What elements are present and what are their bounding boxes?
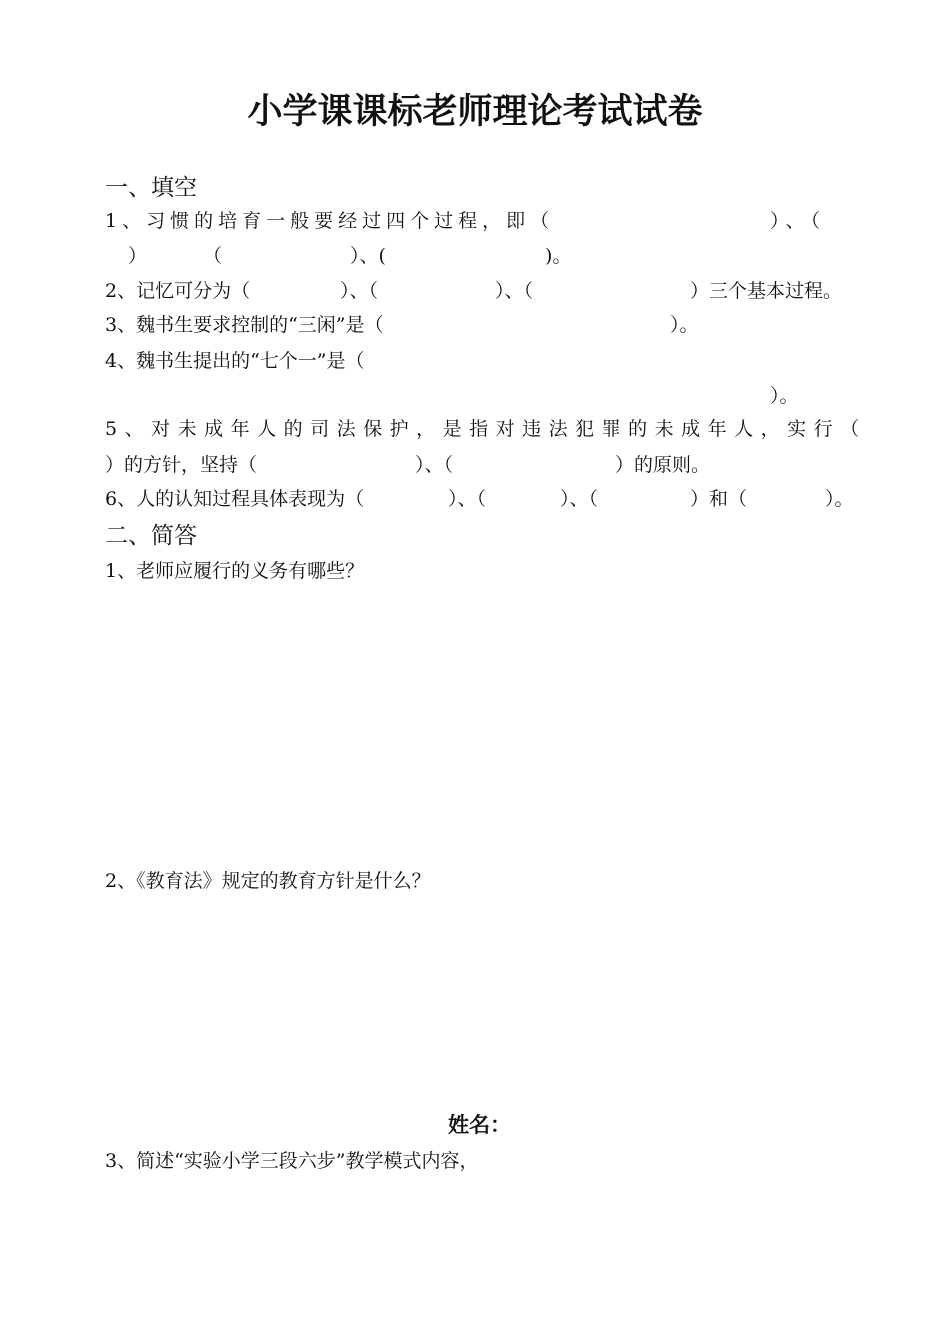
q6-sep3: ）和（ bbox=[690, 488, 748, 510]
q5-line2-c: ）的原则。 bbox=[615, 454, 711, 476]
short-answer-q3: 3、简述“实验小学三段六步”教学模式内容， bbox=[105, 1150, 479, 1172]
name-label: 姓名： bbox=[448, 1112, 511, 1137]
q6-sep1: ）、（ bbox=[448, 488, 487, 510]
q1-line1: 1、习惯的培育一般要经过四个过程，即（ bbox=[105, 210, 555, 232]
q1-line2-open: （ bbox=[203, 245, 223, 267]
q2-sep1: ）、（ bbox=[340, 280, 379, 302]
q6-end: ）。 bbox=[825, 488, 854, 510]
q6-sep2: ）、（ bbox=[560, 488, 599, 510]
q3-end: ）。 bbox=[670, 314, 699, 336]
page-title: 小学课课标老师理论考试试卷 bbox=[247, 91, 703, 132]
q2-start: 2、记忆可分为（ bbox=[105, 280, 251, 302]
section-heading-fill-blank: 一、填空 bbox=[105, 175, 197, 201]
short-answer-q2: 2、《教育法》规定的教育方针是什么？ bbox=[105, 870, 431, 892]
q1-line2-sep: ）、( bbox=[350, 245, 386, 267]
q2-end: ）三个基本过程。 bbox=[690, 280, 843, 302]
short-answer-q1: 1、老师应履行的义务有哪些？ bbox=[105, 560, 365, 582]
q1-blank-separator: ）、（ bbox=[770, 210, 827, 232]
q1-line2-end: )。 bbox=[545, 245, 572, 267]
q1-line2-close: ） bbox=[128, 245, 148, 267]
q3-start: 3、魏书生要求控制的“三闲”是（ bbox=[105, 314, 384, 336]
q6-start: 6、人的认知过程具体表现为（ bbox=[105, 488, 365, 510]
section-heading-short-answer: 二、简答 bbox=[105, 523, 197, 549]
q5-line2-a: ）的方针，坚持（ bbox=[105, 454, 258, 476]
q5-line2-b: ）、（ bbox=[415, 454, 454, 476]
q4-end: ）。 bbox=[770, 385, 799, 407]
q5-line1: 5、对未成年人的司法保护，是指对违法犯罪的未成年人，实行（ bbox=[105, 418, 867, 440]
q4-start: 4、魏书生提出的“七个一”是（ bbox=[105, 350, 365, 372]
q2-sep2: ）、（ bbox=[495, 280, 534, 302]
